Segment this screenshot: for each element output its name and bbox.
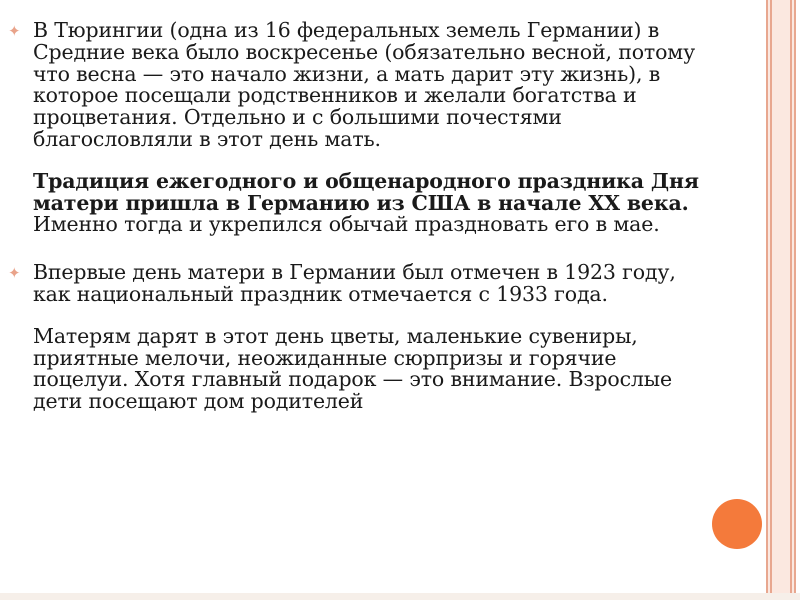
paragraph-thuringia: В Тюрингии (одна из 16 федеральных земель Германии) в Средние века было воскресенье (обязательно весной, потому что весна — это начало жизни, а мать дарит эту жизнь), в которое посещали родственников и желали богатства и процветания. Отдельно и с большими почестями благословляли в этот день мать. (33, 18, 696, 151)
text-tradition-rest: Именно тогда и укрепился обычай праздновать его в мае. (33, 212, 660, 237)
bullet-icon: ✦ (8, 264, 21, 283)
bullet-item-first-celebration (8, 262, 708, 413)
bullet-item-thuringia (8, 20, 708, 236)
paragraph-gifts: Матерям дарят в этот день цветы, маленькие сувениры, приятные мелочи, неожиданные сюрпризы и горячие поцелуи. Хотя главный подарок — это внимание. Взрослые дети посещают дом родителей (33, 323, 672, 414)
frame-line (790, 0, 792, 600)
bottom-strip (0, 593, 800, 600)
decorative-circle (712, 499, 762, 549)
slide-content (8, 20, 708, 413)
frame-line (794, 0, 796, 600)
bullet-icon: ✦ (8, 22, 21, 40)
frame-line (770, 0, 772, 600)
bold-text-tradition: Традиция ежегодного и общенародного праздника Дня матери пришла в Германию из США в начале XX века. (33, 168, 699, 215)
paragraph-first-celebration: Впервые день матери в Германии был отмечен в 1923 году, как национальный праздник отмечается с 1933 года. (33, 260, 676, 306)
frame-line (766, 0, 768, 600)
paragraph-tradition (33, 168, 708, 237)
